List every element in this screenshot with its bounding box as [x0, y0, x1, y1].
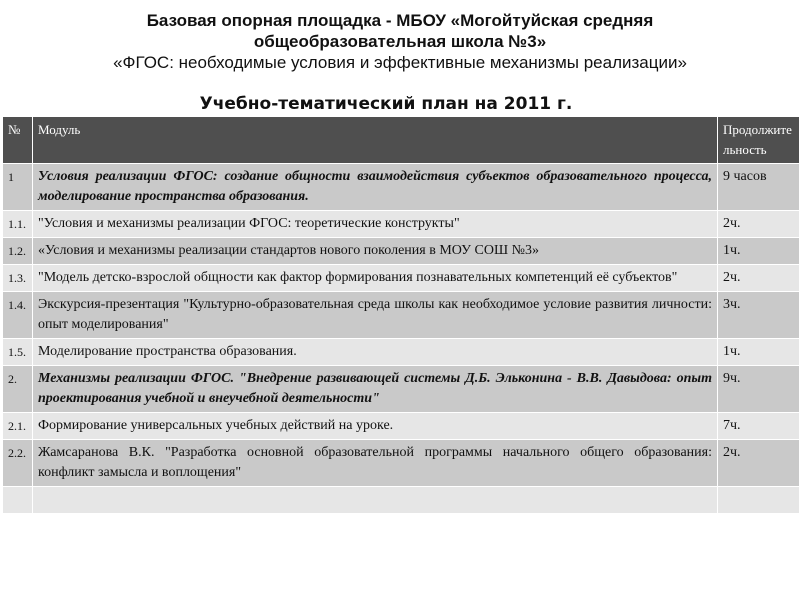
table-row [3, 164, 800, 211]
table-row [3, 265, 800, 292]
table-body [3, 164, 800, 514]
plan-title: Учебно-тематический план на 2011 г. [199, 94, 573, 114]
slide-header [0, 10, 800, 73]
row-duration [718, 487, 800, 514]
table-row [3, 413, 800, 440]
table-row [3, 440, 800, 487]
row-module: Моделирование пространства образования. [33, 339, 718, 366]
row-duration: 2ч. [718, 211, 800, 238]
header-duration: Продолжительность [718, 117, 800, 164]
table-row [3, 238, 800, 265]
row-duration: 2ч. [718, 440, 800, 487]
header-line-2: общеобразовательная школа №3» [253, 32, 547, 51]
row-number: 1.4. [3, 292, 33, 339]
header-module: Модуль [33, 117, 718, 164]
row-duration: 7ч. [718, 413, 800, 440]
row-module: «Условия и механизмы реализации стандартов нового поколения в МОУ СОШ №3» [33, 238, 718, 265]
row-number: 1.3. [3, 265, 33, 292]
row-number: 1 [3, 164, 33, 211]
curriculum-table [2, 116, 800, 514]
row-number: 1.2. [3, 238, 33, 265]
table-header-row [3, 117, 800, 164]
row-duration: 3ч. [718, 292, 800, 339]
table-row [3, 339, 800, 366]
row-module: Формирование универсальных учебных действий на уроке. [33, 413, 718, 440]
row-module: Условия реализации ФГОС: создание общности взаимодействия субъектов образовательного процесса, моделирование пространства образования. [33, 164, 718, 211]
header-line-3: «ФГОС: необходимые условия и эффективные механизмы реализации» [113, 53, 687, 72]
row-module: "Условия и механизмы реализации ФГОС: теоретические конструкты" [33, 211, 718, 238]
row-number [3, 487, 33, 514]
row-duration: 9 часов [718, 164, 800, 211]
row-duration: 9ч. [718, 366, 800, 413]
row-duration: 1ч. [718, 238, 800, 265]
row-module: Жамсаранова В.К. "Разработка основной образовательной программы начального общего образования: конфликт замысла и воплощения" [33, 440, 718, 487]
row-number: 1.1. [3, 211, 33, 238]
table-row [3, 487, 800, 514]
row-module: "Модель детско-взрослой общности как фактор формирования познавательных компетенций её субъектов" [33, 265, 718, 292]
row-number: 2.2. [3, 440, 33, 487]
header-num: № [3, 117, 33, 164]
row-module: Экскурсия-презентация "Культурно-образовательная среда школы как необходимое условие развития личности: опыт моделирования" [33, 292, 718, 339]
row-number: 2. [3, 366, 33, 413]
row-duration: 2ч. [718, 265, 800, 292]
row-module: Механизмы реализации ФГОС. "Внедрение развивающей системы Д.Б. Эльконина - В.В. Давыдова: опыт проектирования учебной и внеучебной деятельности" [33, 366, 718, 413]
row-number: 1.5. [3, 339, 33, 366]
table-row [3, 292, 800, 339]
row-number: 2.1. [3, 413, 33, 440]
header-line-1: Базовая опорная площадка - МБОУ «Могойтуйская средняя [146, 11, 654, 30]
row-duration: 1ч. [718, 339, 800, 366]
table-row [3, 211, 800, 238]
table-row [3, 366, 800, 413]
row-module [33, 487, 718, 514]
